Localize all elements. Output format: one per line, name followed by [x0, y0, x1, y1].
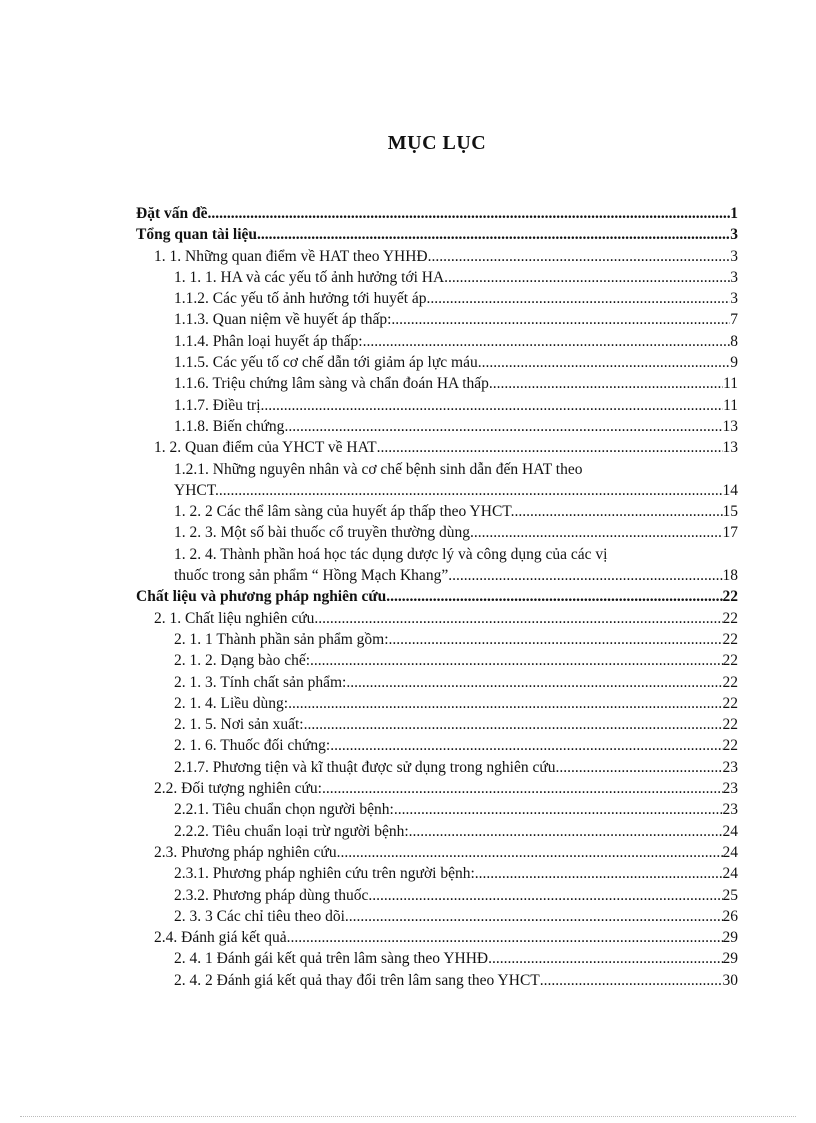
toc-entry-text: 1. 2. 2 Các thể lâm sàng của huyết áp thấp theo YHCT.: [174, 503, 515, 521]
toc-entry-text: 1. 1. Những quan điểm về HAT theo YHHĐ: [154, 247, 428, 265]
toc-entry-text: 2. 4. 1 Đánh gái kết quả trên lâm sàng theo YHHĐ.: [174, 950, 492, 968]
toc-entry[interactable]: [136, 948, 738, 969]
toc-page-number: 23: [722, 780, 738, 798]
toc-page-number: 8: [730, 332, 738, 350]
toc-page-number: 22: [722, 652, 738, 670]
toc-entry-text: 2. 1. 2. Dạng bào chế:: [174, 652, 311, 670]
toc-page-number: 3: [730, 268, 738, 286]
toc-entry[interactable]: [136, 927, 738, 948]
toc-entry-text: 1.1.8. Biến chứng: [174, 417, 285, 435]
toc-entry[interactable]: [136, 735, 738, 756]
toc-leader-dots: [337, 842, 723, 863]
toc-page-number: 24: [722, 822, 738, 840]
toc-leader-dots: [448, 267, 730, 288]
toc-entry-text: 1. 2. 3. Một số bài thuốc cổ truyền thường dùng.: [174, 524, 474, 542]
toc-page-number: 3: [730, 247, 738, 265]
toc-page-number: 22: [722, 588, 738, 606]
toc-entry[interactable]: [136, 863, 738, 884]
toc-entry-text: Chất liệu và phương pháp nghiên cứu: [136, 588, 387, 606]
toc-page-number: 23: [722, 758, 738, 776]
toc-page-number: 13: [722, 417, 738, 435]
toc-page-number: 11: [723, 375, 738, 393]
toc-entry-text: 1.1.3. Quan niệm về huyết áp thấp:: [174, 311, 392, 329]
toc-entry-text: 2. 3. 3 Các chỉ tiêu theo dõi: [174, 907, 345, 925]
toc-entry-text: 2.3.2. Phương pháp dùng thuốc: [174, 886, 369, 904]
toc-entry[interactable]: [136, 224, 738, 245]
toc-leader-dots: [310, 650, 722, 671]
toc-leader-dots: [207, 203, 730, 224]
toc-entry[interactable]: [136, 501, 738, 522]
toc-page-number: 22: [722, 673, 738, 691]
toc-entry-text: 2. 1. Chất liệu nghiên cứu: [154, 609, 315, 627]
toc-entry-text: 1.2.1. Những nguyên nhân và cơ chế bệnh sinh dẫn đến HAT theo: [174, 460, 583, 478]
toc-page-number: 9: [730, 354, 738, 372]
toc-leader-dots: [389, 629, 723, 650]
toc-leader-dots: [219, 480, 723, 501]
toc-leader-dots: [264, 395, 723, 416]
toc-entry-text: 2.2. Đối tượng nghiên cứu:: [154, 780, 322, 798]
toc-page-number: 22: [722, 716, 738, 734]
toc-leader-dots: [386, 586, 722, 607]
toc-entry-text: 1.1.6. Triệu chứng lâm sàng và chẩn đoán HA thấp: [174, 375, 489, 393]
toc-entry[interactable]: [136, 352, 738, 373]
toc-entry-text: Tổng quan tài liệu: [136, 226, 258, 244]
toc-page-number: 26: [722, 907, 738, 925]
toc-entry-text: Đặt vấn đề: [136, 205, 208, 222]
toc-leader-dots: [257, 224, 730, 245]
toc-entry-text: 1.1.4. Phân loại huyết áp thấp:: [174, 332, 363, 350]
toc-entry[interactable]: [136, 778, 738, 799]
toc-entry[interactable]: [136, 821, 738, 842]
toc-entry-text: 2.3. Phương pháp nghiên cứu: [154, 843, 337, 861]
toc-leader-dots: [314, 608, 722, 629]
toc-leader-dots: [492, 948, 723, 969]
toc-leader-dots: [330, 735, 722, 756]
toc-entry[interactable]: [136, 459, 738, 502]
toc-entry-text: 2. 4. 2 Đánh giá kết quả thay đổi trên lâm sang theo YHCT: [174, 971, 540, 989]
toc-entry-text: 1.1.2. Các yếu tố ảnh hưởng tới huyết áp: [174, 290, 427, 308]
toc-leader-dots: [322, 778, 723, 799]
toc-entry-text: 2.3.1. Phương pháp nghiên cứu trên người bệnh:: [174, 865, 475, 883]
toc-leader-dots: [394, 799, 723, 820]
toc-entry[interactable]: [136, 970, 738, 991]
toc-page-number: 15: [722, 503, 738, 521]
page-title: MỤC LỤC: [387, 132, 487, 154]
toc-page-number: 17: [722, 524, 738, 542]
toc-entry-text: 2.2.2. Tiêu chuẩn loại trừ người bệnh:: [174, 822, 409, 840]
toc-entry[interactable]: [136, 246, 738, 267]
toc-entry[interactable]: [136, 395, 738, 416]
toc-entry-text: 2.2.1. Tiêu chuẩn chọn người bệnh:: [174, 801, 394, 819]
toc-entry-text-continued: thuốc trong sản phẩm “ Hồng Mạch Khang”.: [174, 567, 453, 585]
toc-leader-dots: [514, 501, 722, 522]
toc-page-number: 22: [722, 630, 738, 648]
toc-page-number: 25: [722, 886, 738, 904]
toc-page-number: 11: [723, 396, 738, 414]
toc-page-number: 29: [722, 950, 738, 968]
toc-entry[interactable]: [136, 586, 738, 607]
toc-entry-text: 1.1.5. Các yếu tố cơ chế dẫn tới giảm áp lực máu.: [174, 354, 482, 372]
toc-page-number: 1: [730, 205, 738, 222]
toc-leader-dots: [427, 288, 731, 309]
toc-leader-dots: [540, 970, 723, 991]
toc-entry-text: 2. 1. 5. Nơi sản xuất:: [174, 716, 304, 734]
toc-page-number: 30: [722, 971, 738, 989]
toc-page-number: 14: [722, 481, 738, 499]
toc-entry[interactable]: [136, 885, 738, 906]
toc-entry[interactable]: [136, 331, 738, 352]
toc-page-number: 29: [722, 929, 738, 947]
toc-entry-text: 1.1.7. Điều trị.: [174, 396, 265, 414]
toc-entry-text: 2. 1. 4. Liều dùng:: [174, 694, 289, 712]
toc-entry-text: 2.1.7. Phương tiện và kĩ thuật được sử dụng trong nghiên cứu: [174, 758, 556, 776]
toc-leader-dots: [287, 927, 723, 948]
toc-entry[interactable]: [136, 544, 738, 587]
toc-entry[interactable]: [136, 799, 738, 820]
toc-entry[interactable]: [136, 714, 738, 735]
toc-entry[interactable]: [136, 203, 738, 224]
toc-page-number: 7: [730, 311, 738, 329]
toc-page-number: 3: [730, 226, 738, 244]
table-of-contents: [136, 203, 738, 991]
toc-entry[interactable]: [136, 650, 738, 671]
toc-page-number: 22: [722, 694, 738, 712]
toc-entry-text: 1. 1. 1. HA và các yếu tố ảnh hưởng tới HA.: [174, 268, 449, 286]
toc-leader-dots: [368, 885, 722, 906]
toc-leader-dots: [409, 821, 723, 842]
toc-entry-text: 2. 1. 3. Tính chất sản phẩm:: [174, 673, 347, 691]
toc-entry[interactable]: [136, 629, 738, 650]
toc-leader-dots: [345, 906, 723, 927]
toc-leader-dots: [482, 352, 731, 373]
toc-entry-text: 1. 2. Quan điểm của YHCT về HAT: [154, 439, 377, 457]
toc-entry[interactable]: [136, 842, 738, 863]
toc-leader-dots: [475, 863, 723, 884]
toc-entry-text: 1. 2. 4. Thành phần hoá học tác dụng dược lý và công dụng của các vị: [174, 545, 608, 563]
toc-page-number: 3: [730, 290, 738, 308]
toc-leader-dots: [428, 246, 731, 267]
toc-entry[interactable]: [136, 672, 738, 693]
toc-entry[interactable]: [136, 437, 738, 458]
toc-page-number: 22: [722, 737, 738, 755]
toc-leader-dots: [452, 565, 722, 586]
toc-leader-dots: [555, 757, 722, 778]
toc-leader-dots: [391, 309, 730, 330]
toc-entry-text-continued: YHCT.: [174, 481, 219, 499]
toc-entry[interactable]: [136, 373, 738, 394]
toc-entry[interactable]: [136, 288, 738, 309]
toc-leader-dots: [284, 416, 722, 437]
page-bottom-divider: [20, 1116, 796, 1118]
toc-entry[interactable]: [136, 416, 738, 437]
toc-leader-dots: [489, 373, 723, 394]
toc-entry[interactable]: [136, 267, 738, 288]
toc-entry[interactable]: [136, 693, 738, 714]
toc-entry-text: 2.4. Đánh giá kết quả: [154, 929, 287, 947]
toc-entry[interactable]: [136, 608, 738, 629]
toc-page-number: 23: [722, 801, 738, 819]
toc-entry[interactable]: [136, 906, 738, 927]
toc-entry[interactable]: [136, 309, 738, 330]
toc-leader-dots: [304, 714, 723, 735]
toc-entry[interactable]: [136, 522, 738, 543]
toc-leader-dots: [474, 522, 723, 543]
toc-page-number: 18: [722, 567, 738, 585]
toc-leader-dots: [288, 693, 722, 714]
toc-leader-dots: [346, 672, 722, 693]
toc-leader-dots: [377, 437, 723, 458]
toc-page-number: 24: [722, 843, 738, 861]
toc-entry-text: 2. 1. 6. Thuốc đối chứng:: [174, 737, 331, 755]
toc-leader-dots: [363, 331, 731, 352]
toc-page-number: 24: [722, 865, 738, 883]
toc-entry-text: 2. 1. 1 Thành phần sản phẩm gồm:: [174, 630, 389, 648]
toc-page-number: 22: [722, 609, 738, 627]
toc-page-number: 13: [722, 439, 738, 457]
toc-entry[interactable]: [136, 757, 738, 778]
